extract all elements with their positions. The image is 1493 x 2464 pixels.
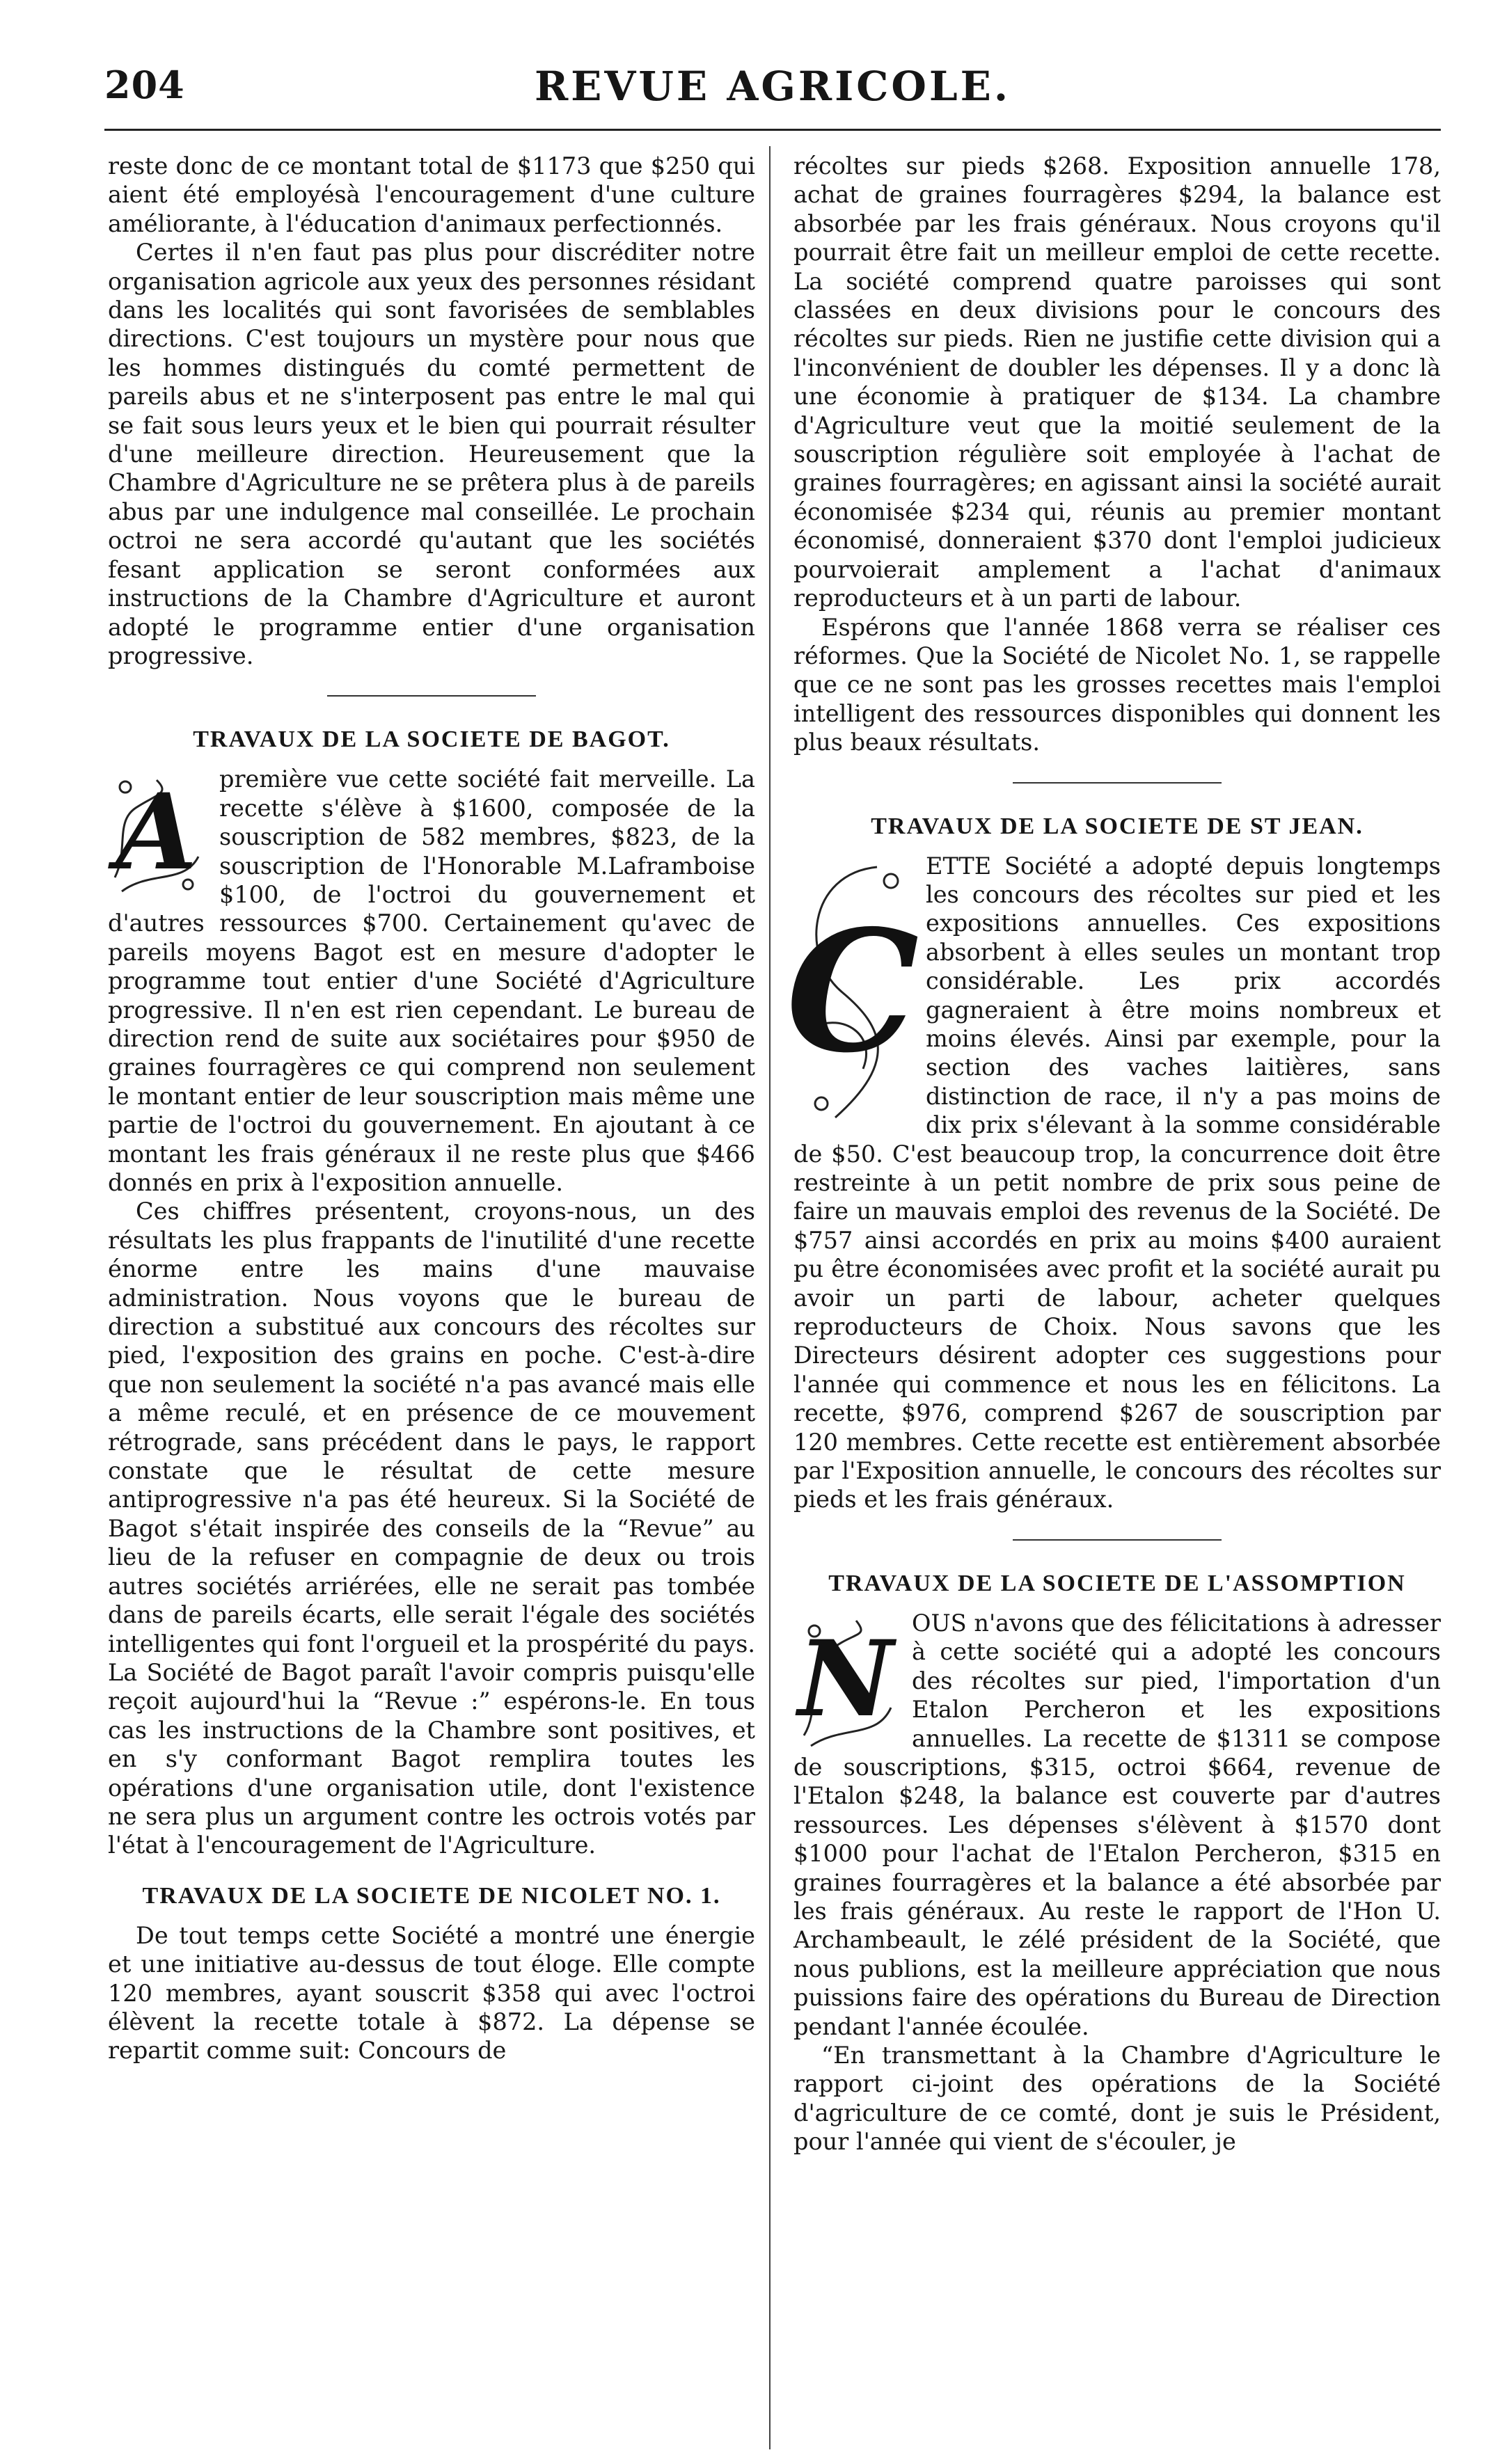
heading-assomption: TRAVAUX DE LA SOCIETE DE L'ASSOMPTION: [828, 1570, 1406, 1596]
journal-title: REVUE AGRICOLE.: [534, 63, 1011, 110]
running-head: [104, 49, 1441, 132]
right-column: [786, 152, 1441, 2156]
ornamental-initial-a: [108, 766, 205, 898]
paragraph-assomption-1: OUS n'avons que des félicitations à adresser à cette société qui a adopté les concours des récoltes sur pied, l'importation d'un Etalon Percheron et les expositions annuelles. La recette de $1311 se compose de souscriptions, $315, octroi $664, revenue de l'Etalon $248, la balance est couverte par d'autres ressources. Les dépenses s'élèvent à $1570 dont $1000 pour l'achat de l'Etalon Percheron, $315 en graines fourragères et la balance a été absorbée par les frais généraux. Au reste le rapport de l'Hon U. Archambeault, le zélé président de la Société, que nous publions, est la meilleure appréciation que nous puissions faire des opérations du Bureau de Direction pendant l'année écoulée.: [793, 1609, 1441, 2040]
page-number: 204: [104, 63, 185, 107]
heading-st-jean: TRAVAUX DE LA SOCIETE DE ST JEAN.: [871, 813, 1364, 839]
section-divider: [1013, 1539, 1222, 1541]
header-rule: [104, 129, 1441, 131]
paragraph-reformes: Espérons que l'année 1868 verra se réaliser ces réformes. Que la Société de Nicolet No. 1, se rappelle que ce ne sont pas les grosses recettes mais l'emploi intelligent des ressources disponibles qui donnent les plus beaux résultats.: [793, 613, 1441, 756]
ornamental-initial-c: [786, 853, 919, 1131]
paragraph-continuation: reste donc de ce montant total de $1173 que $250 qui aient été employésà l'encouragement d'une culture améliorante, à l'éducation d'animaux perfectionnés.: [108, 152, 755, 237]
initial-letter: A: [116, 770, 198, 893]
heading-nicolet: TRAVAUX DE LA SOCIETE DE NICOLET NO. 1.: [142, 1882, 721, 1909]
paragraph-assomption-2: “En transmettant à la Chambre d'Agriculture le rapport ci-joint des opérations de la Société d'agriculture de ce comté, dont je suis le Président, pour l'année qui vient de s'écouler, je: [793, 2041, 1441, 2156]
paragraph-st-jean-1: ETTE Société a adopté depuis longtemps les concours des récoltes sur pied et les expositions annuelles. Ces expositions absorbent à elles seules un montant trop considérable. Les prix accordés gagneraient à être moins nombreux et moins élevés. Ainsi par exemple, pour la section des vaches laitières, sans distinction de race, il n'y a pas moins de dix prix s'élevant à la somme considérable de $50. C'est beaucoup trop, la concurrence doit être restreinte à un petit nombre de prix sous peine de faire un mauvais emploi des revenus de la Société. De $757 ainsi accordés en prix au moins $400 auraient pu être économisées avec profit et la société aurait pu avoir un parti de labour, acheter quelques reproducteurs de Choix. Nous savons que les Directeurs désirent adopter ces suggestions pour l'année qui commence et nous les en félicitons. La recette, $976, comprend $267 de souscription par 120 membres. Cette recette est entièrement absorbée par l'Exposition annuelle, le concours des récoltes sur pieds et les frais généraux.: [793, 852, 1441, 1513]
paragraph-nicolet-1: De tout temps cette Société a montré une énergie et une initiative au-dessus de tout éloge. Elle compte 120 membres, ayant souscrit $358 qui avec l'octroi élèvent la recette totale à $872. La dépense se repartit comme suit: Concours de: [108, 1921, 755, 2065]
section-divider: [1013, 782, 1222, 784]
paragraph-nicolet-continuation: récoltes sur pieds $268. Exposition annuelle 178, achat de graines fourragères $294, la balance est absorbée par les frais généraux. Nous croyons qu'il pourrait être fait un meilleur emploi de cette recette. La société comprend quatre paroisses qui sont classées en deux divisions pour le concours des récoltes sur pieds. Rien ne justifie cette division qui a l'inconvénient de doubler les dépenses. Il y a donc là une économie à pratiquer de $134. La chambre d'Agriculture veut que la moitié seulement de la souscription régulière soit employée à l'achat de graines fourragères; en agissant ainsi la société aurait économisée $234 qui, réunis au premier montant économisé, donneraient $370 dont l'emploi judicieux pourvoierait amplement a l'achat d'animaux reproducteurs et à un parti de labour.: [793, 152, 1441, 612]
column-divider: [769, 146, 771, 2449]
paragraph-bagot-1: première vue cette société fait merveille. La recette s'élève à $1600, composée de la souscription de 582 membres, $823, de la souscription de l'Honorable M.Laframboise $100, de l'octroi du gouvernement et d'autres ressources $700. Certainement qu'avec de pareils moyens Bagot est en mesure d'adopter le programme tout entier d'une Société d'Agriculture progressive. Il n'en est rien cependant. Le bureau de direction rend de suite aux sociétaires pour $950 de graines fourragères ce qui comprend non seulement le montant entier de leur souscription mais même une partie de l'octroi du gouvernement. En ajoutant à ce montant les frais généraux il ne reste plus que $466 donnés en prix à l'exposition annuelle.: [108, 765, 755, 1196]
initial-letter: N: [798, 1618, 894, 1741]
initial-letter: C: [786, 893, 919, 1090]
left-column: [108, 152, 755, 2065]
section-divider: [327, 695, 536, 697]
ornamental-initial-n: [793, 1610, 898, 1749]
heading-bagot: TRAVAUX DE LA SOCIETE DE BAGOT.: [193, 726, 670, 753]
paragraph-bagot-2: Ces chiffres présentent, croyons-nous, un des résultats les plus frappants de l'inutilité d'une recette énorme entre les mains d'une mauvaise administration. Nous voyons que le bureau de direction a substitué aux concours des récoltes sur pied, l'exposition des grains en poche. C'est-à-dire que non seulement la société n'a pas avancé mais elle a même reculé, et en présence de ce mouvement rétrograde, sans précédent dans le pays, le rapport constate que le résultat de cette mesure antiprogressive n'a pas été heureux. Si la Société de Bagot s'était inspirée des conseils de la “Revue” au lieu de la refuser en compagnie de deux ou trois autres sociétés arriérées, elle ne serait pas tombée dans de pareils écarts, elle serait l'égale des sociétés intelligentes qui font l'orgueil et la prospérité du pays. La Société de Bagot paraît l'avoir compris puisqu'elle reçoit aujourd'hui la “Revue :” espérons-le. En tous cas les instructions de la Chambre sont positives, et en s'y conformant Bagot remplira toutes les opérations d'une organisation utile, dont l'existence ne sera plus un argument contre les octrois votés par l'état à l'encouragement de l'Agriculture.: [108, 1198, 755, 1859]
paragraph-organisation: Certes il n'en faut pas plus pour discréditer notre organisation agricole aux yeux des personnes résidant dans les localités qui sont favorisées de semblables directions. C'est toujours un mystère pour nous que les hommes distingués du comté permettent de pareils abus et ne s'interposent pas entre le mal qui se fait sous leurs yeux et le bien qui pourrait résulter d'une meilleure direction. Heureusement que la Chambre d'Agriculture ne se prêtera plus à de pareils abus par une indulgence mal conseillée. Le prochain octroi ne sera accordé qu'autant que les sociétés fesant application se seront conformées aux instructions de la Chambre d'Agriculture et auront adopté le programme entier d'une organisation progressive.: [108, 239, 755, 669]
